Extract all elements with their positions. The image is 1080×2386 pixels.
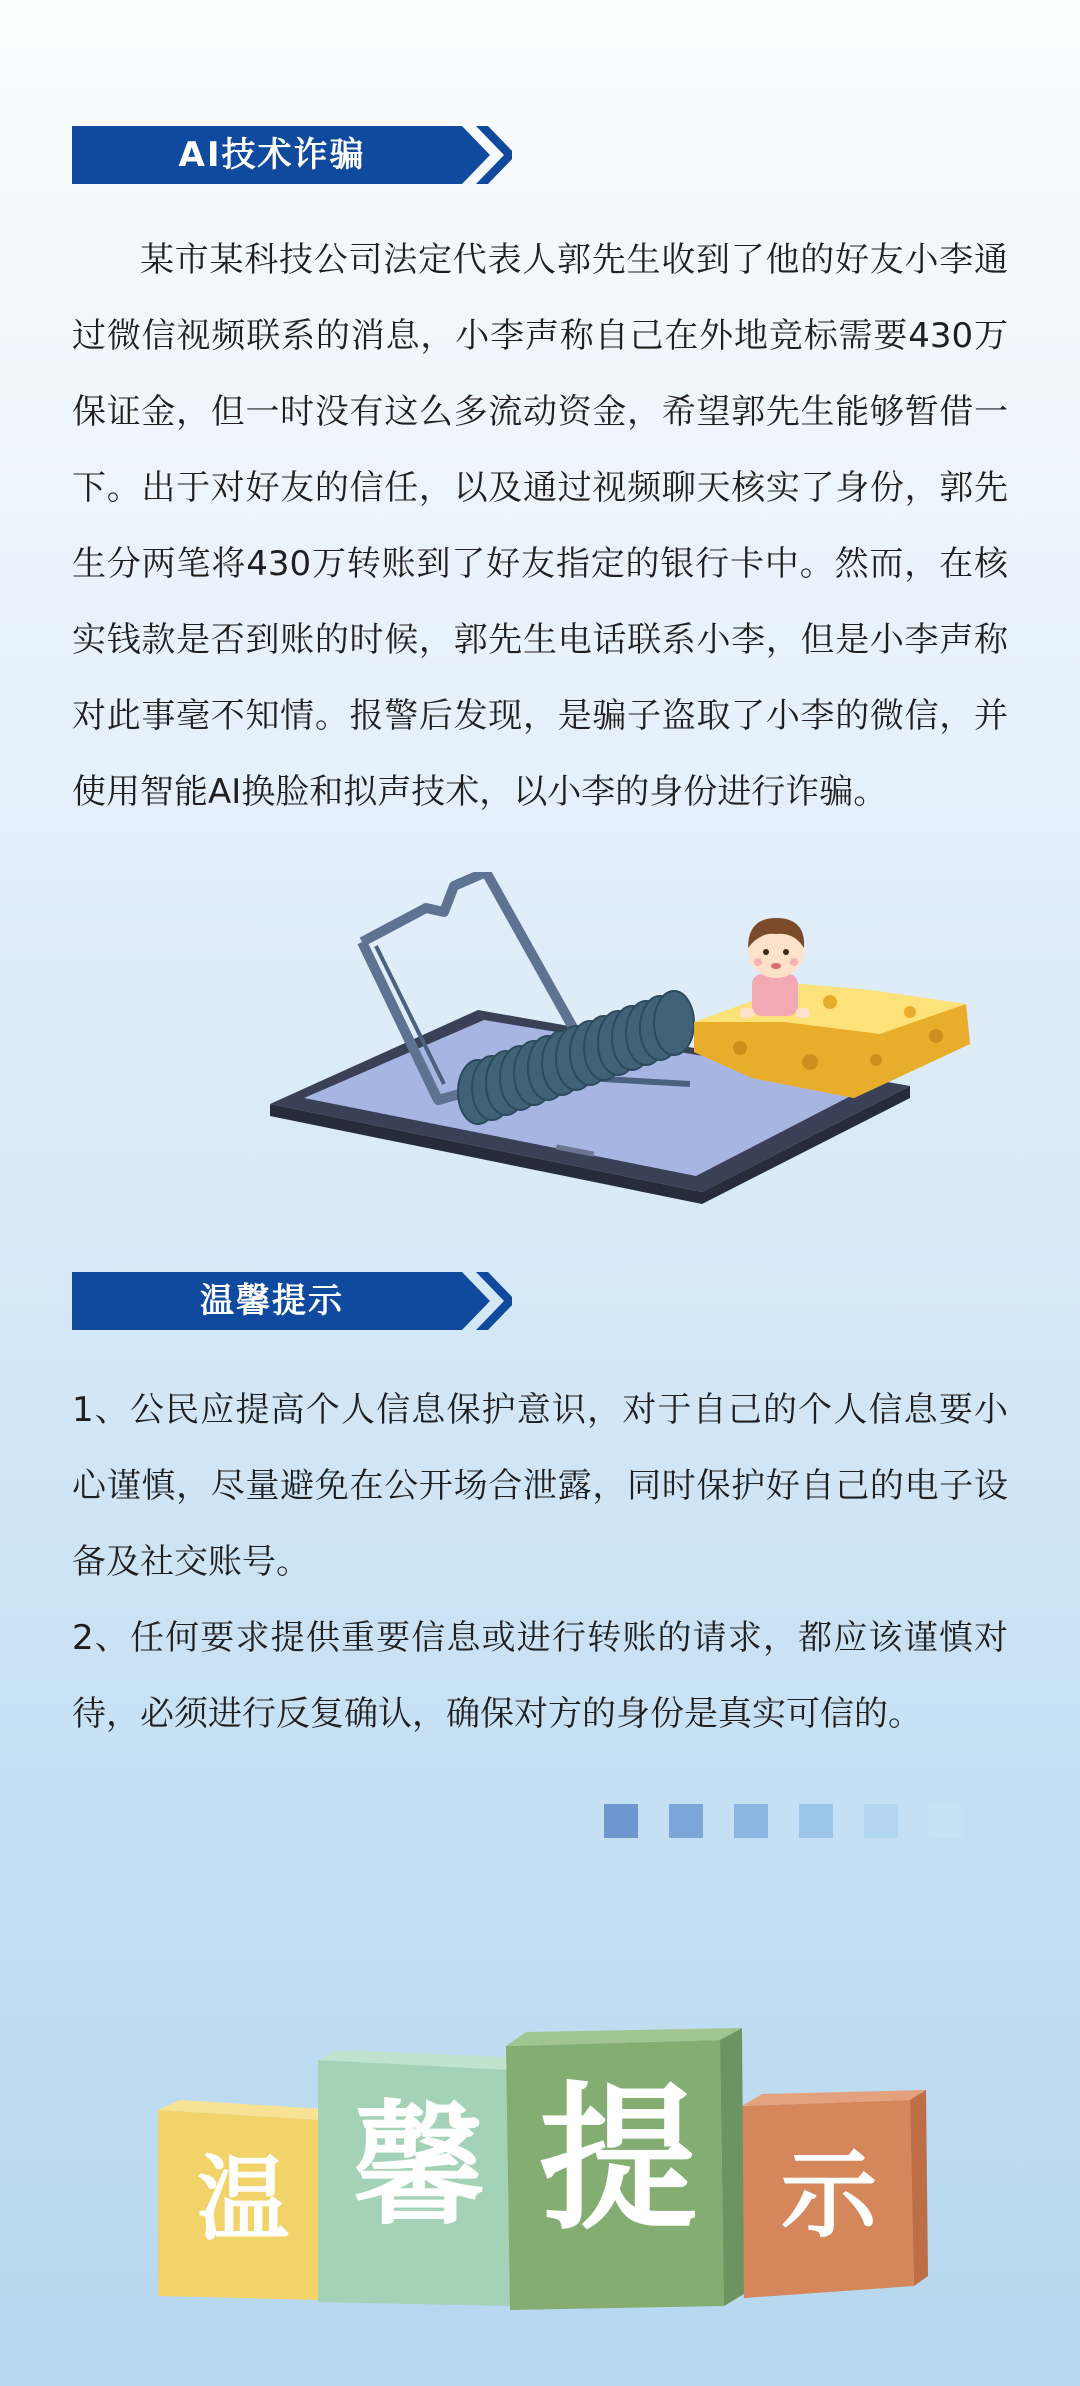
tip-item: 2、任何要求提供重要信息或进行转账的请求，都应该谨慎对待，必须进行反复确认，确保对方的身份是真实可信的。 [72, 1618, 1008, 1734]
square-icon [864, 1804, 898, 1838]
section-title: AI技术诈骗 [178, 135, 366, 175]
section-title: 温馨提示 [200, 1281, 344, 1321]
decorative-squares [604, 1804, 984, 1840]
footer-char: 温 [196, 2146, 289, 2253]
footer-char: 提 [539, 2068, 697, 2252]
square-icon [929, 1804, 963, 1838]
square-icon [799, 1804, 833, 1838]
tip-item: 1、公民应提高个人信息保护意识，对于自己的个人信息要小心谨慎，尽量避免在公开场合泄露，同时保护好自己的电子设备及社交账号。 [72, 1390, 1008, 1582]
footer-char: 示 [781, 2139, 877, 2251]
illustration [270, 872, 980, 1212]
square-icon [734, 1804, 768, 1838]
square-icon [669, 1804, 703, 1838]
section-banner-tips [72, 1272, 512, 1330]
footer-char: 馨 [353, 2090, 485, 2244]
square-icon [604, 1804, 638, 1838]
tips-list [72, 1372, 1008, 1752]
story-paragraph: 某市某科技公司法定代表人郭先生收到了他的好友小李通过微信视频联系的消息，小李声称自己在外地竞标需要430万保证金，但一时没有这么多流动资金，希望郭先生能够暂借一下。出于对好友的信任，以及通过视频聊天核实了身份，郭先生分两笔将430万转账到了好友指定的银行卡中。然而，在核实钱款是否到账的时候，郭先生电话联系小李，但是小李声称对此事毫不知情。报警后发现，是骗子盗取了小李的微信，并使用智能AI换脸和拟声技术，以小李的身份进行诈骗。 [72, 240, 1008, 812]
section-banner-ai-fraud [72, 126, 512, 184]
scam-trap-illustration [270, 872, 980, 1212]
footer-title-blocks [150, 2010, 940, 2340]
